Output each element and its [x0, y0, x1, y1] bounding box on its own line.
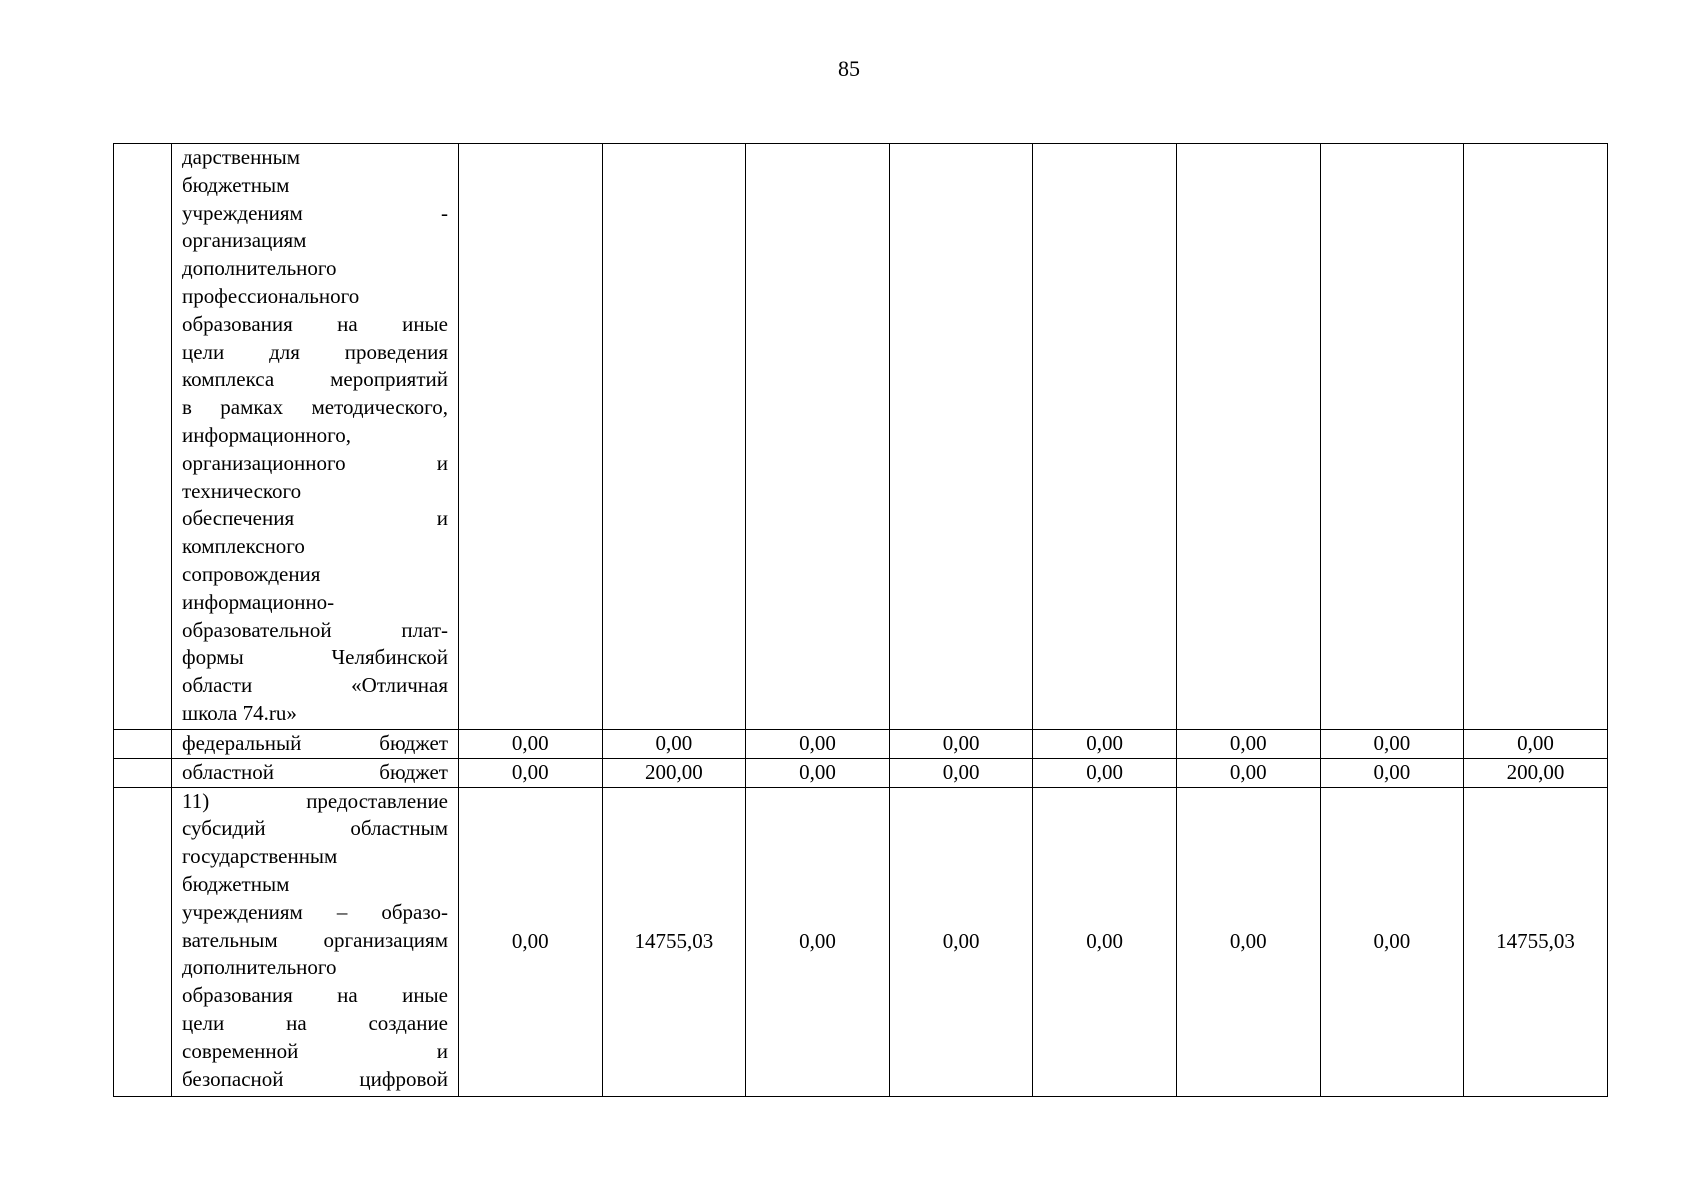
value-cell: 14755,03 [1464, 787, 1608, 1096]
description-cell [172, 787, 459, 1096]
value-cell: 0,00 [1176, 787, 1320, 1096]
description-line: профессионального [182, 283, 360, 308]
description-line: цели на создание [182, 1010, 448, 1035]
description-line: области «Отличная [182, 673, 448, 698]
description-line: школа 74.ru» [182, 700, 297, 725]
value-cell: 200,00 [602, 758, 746, 787]
value-cell: 0,00 [1033, 758, 1177, 787]
row-number-cell [114, 758, 172, 787]
value-cell [889, 144, 1033, 730]
value-cell: 0,00 [746, 787, 890, 1096]
value-cell: 0,00 [1320, 758, 1464, 787]
description-line: комплексного [182, 534, 305, 559]
table-body [114, 144, 1608, 1097]
value-cell [602, 144, 746, 730]
value-cell [1033, 144, 1177, 730]
description-line: цели для проведения [182, 339, 448, 364]
table-row [114, 730, 1608, 759]
value-cell: 0,00 [746, 730, 890, 759]
description-line: федеральный бюджет [182, 731, 448, 755]
description-line: учреждениям – образо- [182, 899, 448, 924]
value-cell: 0,00 [1033, 787, 1177, 1096]
description-line: образования на иные [182, 983, 448, 1008]
description-line: дарственным [182, 145, 300, 169]
description-line: дополнительного [182, 256, 337, 281]
description-line: организационного и [182, 450, 448, 475]
value-cell: 0,00 [1033, 730, 1177, 759]
table-row [114, 787, 1608, 1096]
description-line: современной и [182, 1038, 448, 1063]
description-line: технического [182, 478, 302, 503]
value-cell: 0,00 [746, 758, 890, 787]
value-cell: 0,00 [459, 730, 603, 759]
table-row [114, 758, 1608, 787]
description-line: бюджетным [182, 172, 290, 197]
description-line: областной бюджет [182, 759, 448, 784]
value-cell: 14755,03 [602, 787, 746, 1096]
description-line: образовательной плат- [182, 617, 448, 642]
value-cell [459, 144, 603, 730]
value-cell: 0,00 [1176, 758, 1320, 787]
value-cell [1464, 144, 1608, 730]
description-line: учреждениям - [182, 200, 448, 225]
description-cell [172, 758, 459, 787]
value-cell: 200,00 [1464, 758, 1608, 787]
description-cell [172, 730, 459, 759]
value-cell [1176, 144, 1320, 730]
description-line: государственным [182, 844, 338, 869]
value-cell: 0,00 [1320, 730, 1464, 759]
description-line: бюджетным [182, 871, 290, 896]
value-cell: 0,00 [1464, 730, 1608, 759]
description-line: информационного, [182, 422, 352, 447]
row-number-cell [114, 787, 172, 1096]
value-cell: 0,00 [1320, 787, 1464, 1096]
page-number: 85 [838, 56, 860, 81]
description-line: организациям [182, 228, 307, 253]
value-cell: 0,00 [889, 758, 1033, 787]
description-line: в рамках методического, [182, 395, 448, 420]
value-cell: 0,00 [459, 787, 603, 1096]
description-line: безопасной цифровой [182, 1066, 448, 1091]
table-row [114, 144, 1608, 730]
description-line: субсидий областным [182, 816, 448, 841]
value-cell: 0,00 [889, 787, 1033, 1096]
value-cell: 0,00 [889, 730, 1033, 759]
description-line: сопровождения [182, 561, 321, 586]
description-line: комплекса мероприятий [182, 367, 448, 392]
description-line: образования на иные [182, 311, 448, 336]
value-cell [1320, 144, 1464, 730]
description-line: обеспечения и [182, 506, 448, 531]
description-line: 11) предоставление [182, 788, 448, 813]
row-number-cell [114, 730, 172, 759]
budget-table [113, 143, 1608, 1097]
value-cell: 0,00 [1176, 730, 1320, 759]
value-cell [746, 144, 890, 730]
description-line: вательным организациям [182, 927, 448, 952]
value-cell: 0,00 [602, 730, 746, 759]
description-line: дополнительного [182, 955, 337, 980]
description-cell [172, 144, 459, 730]
description-line: формы Челябинской [182, 645, 448, 670]
row-number-cell [114, 144, 172, 730]
value-cell: 0,00 [459, 758, 603, 787]
description-line: информационно- [182, 589, 335, 614]
